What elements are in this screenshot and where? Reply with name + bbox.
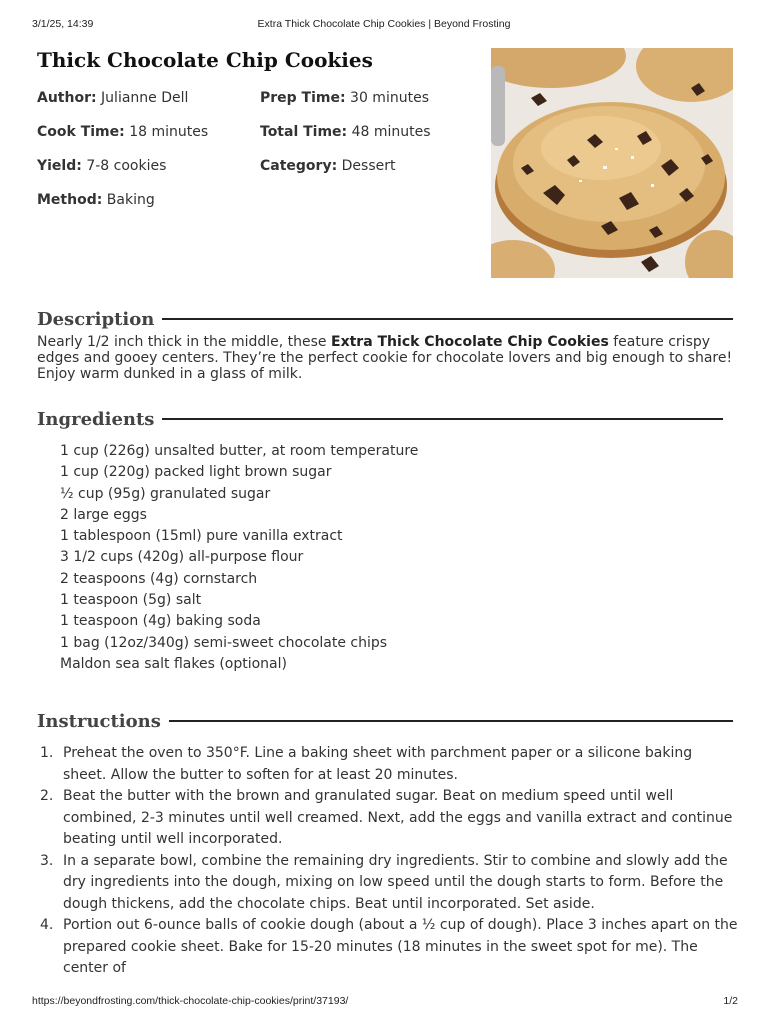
ingredient-item: ½ cup (95g) granulated sugar — [60, 485, 271, 502]
description-text-bold: Extra Thick Chocolate Chip Cookies — [331, 334, 609, 350]
instruction-step-number: 3. — [40, 852, 54, 869]
meta-author — [37, 90, 188, 106]
meta-total-time-value: 48 minutes — [351, 124, 431, 140]
ingredient-item: Maldon sea salt flakes (optional) — [60, 655, 287, 672]
meta-prep-time-label: Prep Time: — [260, 90, 346, 106]
meta-cook-time-label: Cook Time: — [37, 124, 125, 140]
meta-category — [260, 158, 395, 174]
ingredients-list — [60, 441, 418, 675]
print-header — [32, 18, 736, 32]
meta-method — [37, 192, 155, 208]
recipe-title: Thick Chocolate Chip Cookies — [37, 48, 373, 72]
ingredient-item: 1 teaspoon (4g) baking soda — [60, 613, 261, 630]
ingredient-item: 2 teaspoons (4g) cornstarch — [60, 570, 258, 587]
description-divider — [162, 318, 733, 320]
instruction-step — [40, 915, 738, 980]
description-text-before: Nearly 1/2 inch thick in the middle, these — [37, 334, 331, 350]
instruction-step-text: Beat the butter with the brown and granulated sugar. Beat on medium speed until well combined, 2-3 minutes until well creamed. Next, add the eggs and vanilla extract and continue beating until well incorporated. — [63, 788, 733, 847]
instructions-section-header — [37, 708, 733, 734]
meta-category-value: Dessert — [341, 158, 396, 174]
meta-prep-time — [260, 90, 429, 106]
meta-cook-time — [37, 124, 208, 140]
instruction-step-text: Portion out 6-ounce balls of cookie dough (about a ½ cup of dough). Place 3 inches apart on the prepared cookie sheet. Bake for 15-20 minutes (18 minutes in the sweet spot for me). The center of — [63, 917, 738, 976]
ingredient-item: 1 cup (220g) packed light brown sugar — [60, 464, 332, 481]
ingredient-item: 1 tablespoon (15ml) pure vanilla extract — [60, 528, 343, 545]
print-footer — [32, 995, 738, 1009]
meta-cook-time-value: 18 minutes — [129, 124, 209, 140]
description-text-after: feature crispy edges and gooey centers. They’re the perfect cookie for chocolate lovers and big enough to share! Enjoy warm dunked in a glass of milk. — [37, 334, 733, 382]
meta-method-value: Baking — [106, 192, 155, 208]
meta-method-label: Method: — [37, 192, 103, 208]
instructions-divider — [169, 720, 733, 722]
meta-prep-time-value: 30 minutes — [350, 90, 429, 106]
meta-yield — [37, 158, 166, 174]
meta-total-time — [260, 124, 431, 140]
recipe-photo — [491, 48, 733, 278]
ingredient-item: 2 large eggs — [60, 506, 147, 523]
ingredient-item: 1 teaspoon (5g) salt — [60, 592, 202, 609]
meta-category-label: Category: — [260, 158, 338, 174]
ingredients-heading: Ingredients — [37, 408, 155, 430]
instruction-step — [40, 851, 738, 916]
instructions-list — [40, 743, 738, 980]
instruction-step-number: 1. — [40, 745, 54, 761]
chocolate-chip-cookie-photo-icon — [491, 48, 733, 278]
meta-yield-label: Yield: — [37, 158, 82, 174]
ingredients-divider — [162, 418, 723, 420]
description-heading: Description — [37, 308, 155, 330]
description-text — [37, 334, 737, 382]
instruction-step — [40, 743, 738, 786]
print-url: https://beyondfrosting.com/thick-chocolate-chip-cookies/print/37193/ — [32, 995, 349, 1007]
ingredients-section-header — [37, 406, 723, 432]
ingredient-item: 3 1/2 cups (420g) all-purpose flour — [60, 549, 304, 566]
instructions-heading: Instructions — [37, 710, 161, 732]
instruction-step-number: 2. — [40, 788, 54, 804]
instruction-step-text: In a separate bowl, combine the remaining dry ingredients. Stir to combine and slowly add the dry ingredients into the dough, mixing on low speed until the dough starts to form. Before the dough thickens, add the chocolate chips. Beat until incorporated. Set aside. — [63, 852, 728, 912]
meta-total-time-label: Total Time: — [260, 124, 348, 140]
meta-author-label: Author: — [37, 90, 97, 106]
meta-author-value: Julianne Dell — [101, 90, 189, 106]
instruction-step — [40, 786, 738, 851]
ingredient-item: 1 bag (12oz/340g) semi-sweet chocolate chips — [60, 634, 388, 651]
meta-yield-value: 7-8 cookies — [86, 158, 167, 174]
instruction-step-text: Preheat the oven to 350°F. Line a baking sheet with parchment paper or a silicone baking sheet. Allow the butter to soften for at least 20 minutes. — [63, 745, 693, 783]
ingredient-item: 1 cup (226g) unsalted butter, at room temperature — [60, 443, 419, 459]
print-page-number: 1/2 — [723, 995, 738, 1007]
instruction-step-number: 4. — [40, 917, 54, 933]
description-section-header — [37, 306, 733, 332]
print-datetime: 3/1/25, 14:39 — [32, 18, 94, 30]
print-page-title: Extra Thick Chocolate Chip Cookies | Beyond Frosting — [257, 18, 511, 30]
